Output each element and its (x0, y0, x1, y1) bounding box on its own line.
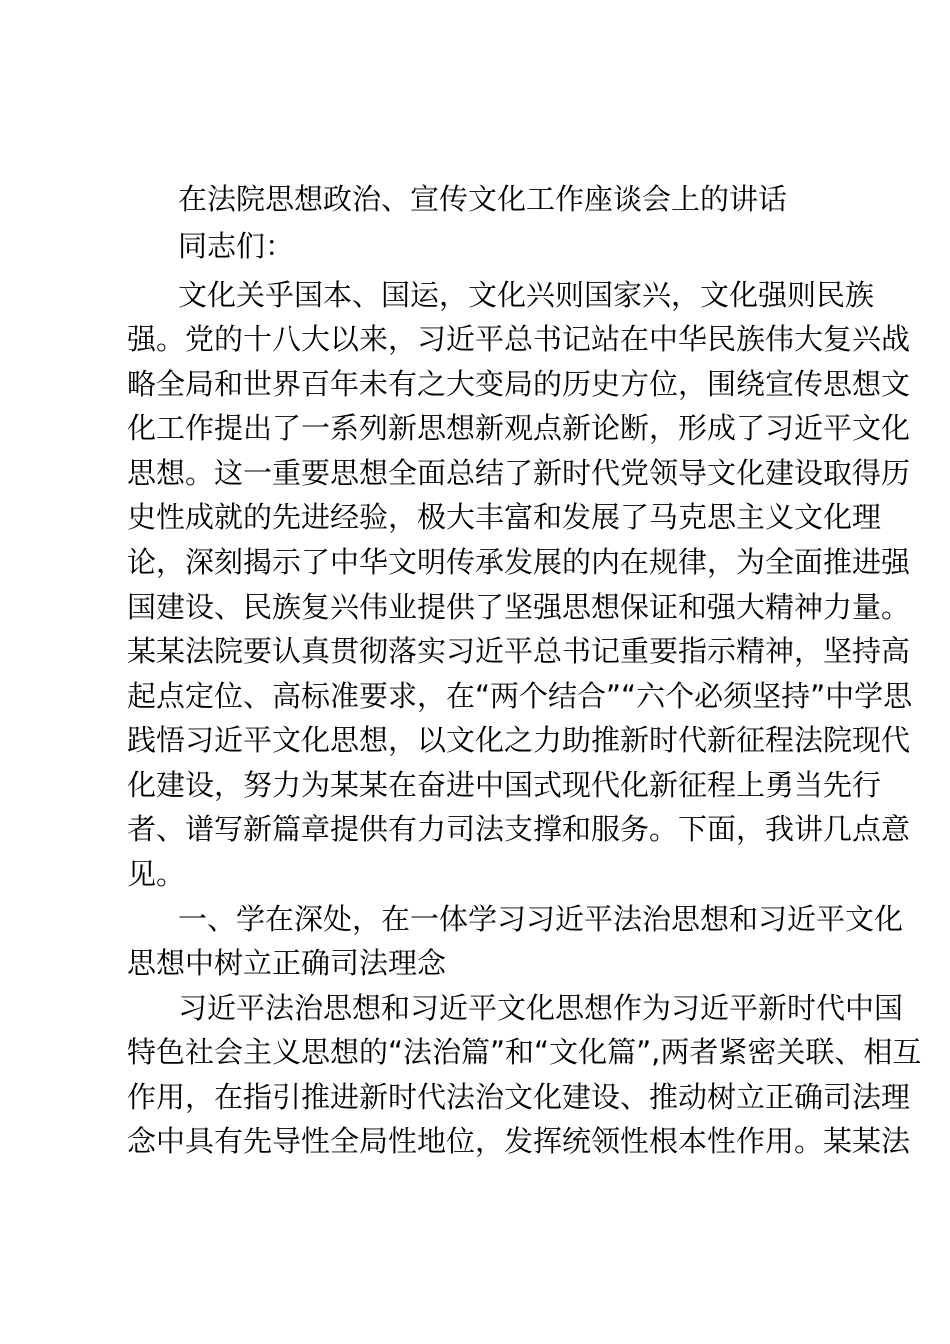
paragraph-line: 文化关乎国本、国运，文化兴则国家兴，文化强则民族 (178, 278, 875, 312)
paragraph-line: 者、谱写新篇章提供有力司法支撑和服务。下面，我讲几点意 (127, 812, 911, 846)
paragraph-line: 起点定位、高标准要求，在“两个结合”“六个必须坚持”中学思 (127, 679, 913, 713)
paragraph-line: 论，深刻揭示了中华文明传承发展的内在规律，为全面推进强 (127, 545, 911, 579)
salutation: 同志们： (178, 229, 295, 263)
paragraph-line: 践悟习近平文化思想，以文化之力助推新时代新征程法院现代 (127, 723, 911, 757)
section-heading: 一、学在深处，在一体学习习近平法治思想和习近平文化 (178, 902, 904, 936)
paragraph-line: 史性成就的先进经验，极大丰富和发展了马克思主义文化理 (127, 500, 882, 534)
paragraph-line: 国建设、民族复兴伟业提供了坚强思想保证和强大精神力量。 (127, 590, 911, 624)
paragraph-line: 某某法院要认真贯彻落实习近平总书记重要指示精神，坚持高 (127, 634, 911, 668)
paragraph-line: 念中具有先导性全局性地位，发挥统领性根本性作用。某某法 (127, 1124, 911, 1158)
paragraph-line: 思想。这一重要思想全面总结了新时代党领导文化建设取得历 (127, 456, 911, 490)
section-heading: 思想中树立正确司法理念 (127, 946, 447, 980)
paragraph-line: 见。 (127, 857, 186, 891)
document-title: 在法院思想政治、宣传文化工作座谈会上的讲话 (178, 182, 788, 216)
paragraph-line: 习近平法治思想和习近平文化思想作为习近平新时代中国 (178, 991, 904, 1025)
paragraph-line: 化建设，努力为某某在奋进中国式现代化新征程上勇当先行 (127, 768, 882, 802)
paragraph-line: 特色社会主义思想的“法治篇”和“文化篇”,两者紧密关联、相互 (127, 1035, 922, 1069)
paragraph-line: 作用，在指引推进新时代法治文化建设、推动树立正确司法理 (127, 1080, 911, 1114)
paragraph-line: 化工作提出了一系列新思想新观点新论断，形成了习近平文化 (127, 411, 911, 445)
paragraph-line: 略全局和世界百年未有之大变局的历史方位，围绕宣传思想文 (127, 367, 911, 401)
paragraph-line: 强。党的十八大以来，习近平总书记站在中华民族伟大复兴战 (127, 322, 911, 356)
